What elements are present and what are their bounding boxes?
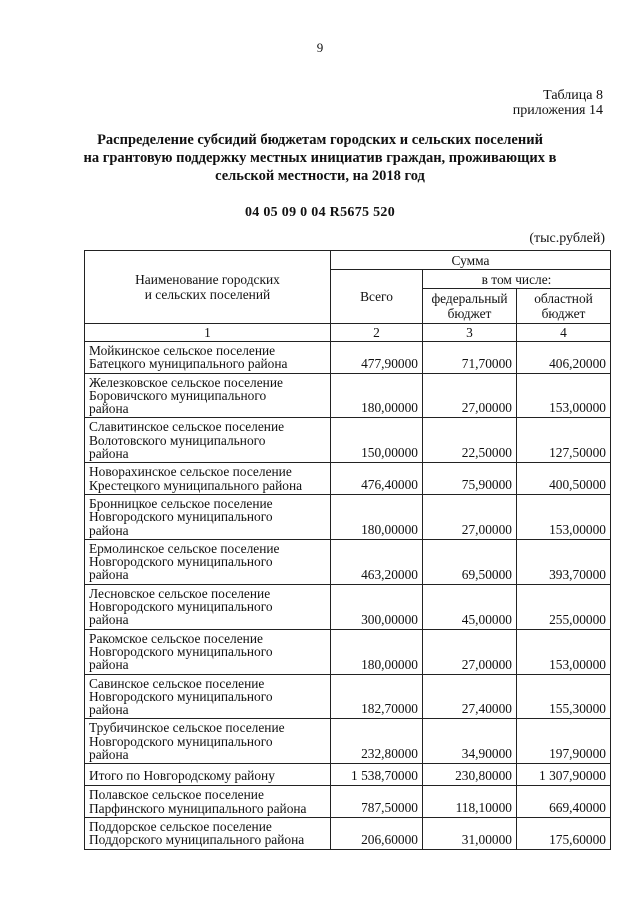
- subtotal-regional-value: 1 307,90000: [517, 764, 611, 786]
- total-value: 300,00000: [331, 584, 423, 629]
- table-row: [85, 584, 611, 629]
- table-row: [85, 629, 611, 674]
- annex-table-label: Таблица 8: [543, 88, 603, 103]
- title-line-1: Распределение субсидий бюджетам городских и сельских поселений: [97, 132, 543, 148]
- regional-value: 406,20000: [517, 342, 611, 374]
- regional-value: 197,90000: [517, 719, 611, 764]
- settlement-name-line: Новгородского муниципального: [89, 733, 273, 749]
- header-name-line-1: Наименование городских: [135, 272, 280, 287]
- table-header: [85, 251, 611, 342]
- header-sum: Сумма: [331, 251, 611, 270]
- settlement-name-line: Новгородского муниципального: [89, 509, 273, 525]
- settlement-name-line: района: [89, 401, 129, 417]
- settlement-name-line: Волотовского муниципального: [89, 432, 266, 448]
- column-number: 3: [423, 324, 517, 342]
- settlement-name-line: Поддорское сельское поселение: [89, 818, 272, 834]
- header-regional-budget: [517, 289, 611, 324]
- regional-value: 127,50000: [517, 418, 611, 463]
- settlement-name: [85, 539, 331, 584]
- column-number-row: [85, 324, 611, 342]
- table-body: [85, 342, 611, 850]
- settlement-name-line: Железковское сельское поселение: [89, 374, 283, 390]
- settlement-name-line: района: [89, 446, 129, 462]
- settlement-name-line: Трубичинское сельское поселение: [89, 720, 285, 736]
- header-name-line-2: и сельских поселений: [144, 287, 271, 302]
- settlement-name: [85, 418, 331, 463]
- units-label: (тыс.рублей): [529, 231, 605, 246]
- settlement-name-line: Новгородского муниципального: [89, 688, 273, 704]
- settlement-name-line: района: [89, 567, 129, 583]
- federal-value: 69,50000: [423, 539, 517, 584]
- total-value: 150,00000: [331, 418, 423, 463]
- table-row: [85, 373, 611, 418]
- header-settlement-name: [85, 251, 331, 324]
- table-row: [85, 494, 611, 539]
- settlement-name-line: Бронницкое сельское поселение: [89, 495, 273, 511]
- table-row: [85, 463, 611, 495]
- table-row: [85, 418, 611, 463]
- regional-value: 400,50000: [517, 463, 611, 495]
- federal-value: 75,90000: [423, 463, 517, 495]
- total-value: 787,50000: [331, 786, 423, 818]
- settlement-name: [85, 584, 331, 629]
- table-row: [85, 719, 611, 764]
- page-number: 9: [316, 40, 324, 55]
- total-value: 180,00000: [331, 494, 423, 539]
- subtotal-total-value: 1 538,70000: [331, 764, 423, 786]
- settlement-name-line: Савинское сельское поселение: [89, 675, 265, 691]
- regional-value: 255,00000: [517, 584, 611, 629]
- settlement-name-line: Боровичского муниципального: [89, 387, 267, 403]
- subtotal-label: Итого по Новгородскому району: [85, 764, 331, 786]
- federal-value: 27,00000: [423, 494, 517, 539]
- header-regional-line-1: областной: [534, 291, 593, 306]
- settlement-name-line: района: [89, 612, 129, 628]
- regional-value: 155,30000: [517, 674, 611, 719]
- annex-appendix-label: приложения 14: [512, 103, 603, 118]
- regional-value: 153,00000: [517, 629, 611, 674]
- settlement-name: [85, 786, 331, 818]
- column-number: 2: [331, 324, 423, 342]
- subtotal-federal-value: 230,80000: [423, 764, 517, 786]
- settlement-name: [85, 629, 331, 674]
- regional-value: 153,00000: [517, 494, 611, 539]
- header-federal-line-1: федеральный: [431, 291, 508, 306]
- total-value: 206,60000: [331, 817, 423, 849]
- document-title: [80, 131, 560, 185]
- settlement-name: [85, 719, 331, 764]
- total-value: 477,90000: [331, 342, 423, 374]
- settlement-name-line: района: [89, 657, 129, 673]
- federal-value: 27,00000: [423, 373, 517, 418]
- total-value: 182,70000: [331, 674, 423, 719]
- header-total: Всего: [331, 270, 423, 324]
- settlement-name-line: Ермолинское сельское поселение: [89, 540, 280, 556]
- settlement-name: [85, 342, 331, 374]
- federal-value: 71,70000: [423, 342, 517, 374]
- column-number: 4: [517, 324, 611, 342]
- settlement-name: [85, 463, 331, 495]
- settlement-name-line: Поддорского муниципального района: [89, 832, 305, 848]
- settlement-name-line: Крестецкого муниципального района: [89, 477, 303, 493]
- annex-reference: [513, 88, 603, 118]
- table-row: [85, 539, 611, 584]
- settlement-name-line: района: [89, 702, 129, 718]
- title-line-2: на грантовую поддержку местных инициатив граждан, проживающих в: [83, 150, 557, 166]
- settlement-name-line: Батецкого муниципального района: [89, 356, 288, 372]
- table-row: [85, 342, 611, 374]
- total-value: 232,80000: [331, 719, 423, 764]
- total-value: 463,20000: [331, 539, 423, 584]
- subtotal-row: [85, 764, 611, 786]
- federal-value: 22,50000: [423, 418, 517, 463]
- settlement-name-line: Новгородского муниципального: [89, 643, 273, 659]
- settlement-name-line: Мойкинское сельское поселение: [89, 343, 276, 358]
- federal-value: 27,00000: [423, 629, 517, 674]
- budget-classification-code: 04 05 09 0 04 R5675 520: [244, 205, 395, 220]
- header-regional-line-2: бюджет: [541, 306, 586, 321]
- settlement-name: [85, 494, 331, 539]
- regional-value: 669,40000: [517, 786, 611, 818]
- settlement-name-line: Парфинского муниципального района: [89, 800, 307, 816]
- settlement-name: [85, 373, 331, 418]
- total-value: 476,40000: [331, 463, 423, 495]
- federal-value: 27,40000: [423, 674, 517, 719]
- settlement-name-line: Лесновское сельское поселение: [89, 585, 271, 601]
- header-federal-budget: [423, 289, 517, 324]
- regional-value: 175,60000: [517, 817, 611, 849]
- settlement-name-line: Славитинское сельское поселение: [89, 419, 285, 435]
- settlement-name-line: Новорахинское сельское поселение: [89, 464, 292, 480]
- total-value: 180,00000: [331, 629, 423, 674]
- table-row: [85, 786, 611, 818]
- settlement-name: [85, 817, 331, 849]
- settlement-name-line: Ракомское сельское поселение: [89, 630, 263, 646]
- settlement-name-line: района: [89, 522, 129, 538]
- table-row: [85, 674, 611, 719]
- federal-value: 31,00000: [423, 817, 517, 849]
- federal-value: 118,10000: [423, 786, 517, 818]
- settlement-name-line: Полавское сельское поселение: [89, 787, 264, 803]
- header-federal-line-2: бюджет: [447, 306, 492, 321]
- settlement-name-line: района: [89, 747, 129, 763]
- header-including: в том числе:: [423, 270, 611, 289]
- column-number: 1: [85, 324, 331, 342]
- settlement-name-line: Новгородского муниципального: [89, 554, 273, 570]
- federal-value: 34,90000: [423, 719, 517, 764]
- total-value: 180,00000: [331, 373, 423, 418]
- federal-value: 45,00000: [423, 584, 517, 629]
- title-line-3: сельской местности, на 2018 год: [215, 168, 425, 184]
- settlement-name-line: Новгородского муниципального: [89, 599, 273, 615]
- table-row: [85, 817, 611, 849]
- regional-value: 393,70000: [517, 539, 611, 584]
- regional-value: 153,00000: [517, 373, 611, 418]
- subsidy-table: [84, 250, 611, 850]
- settlement-name: [85, 674, 331, 719]
